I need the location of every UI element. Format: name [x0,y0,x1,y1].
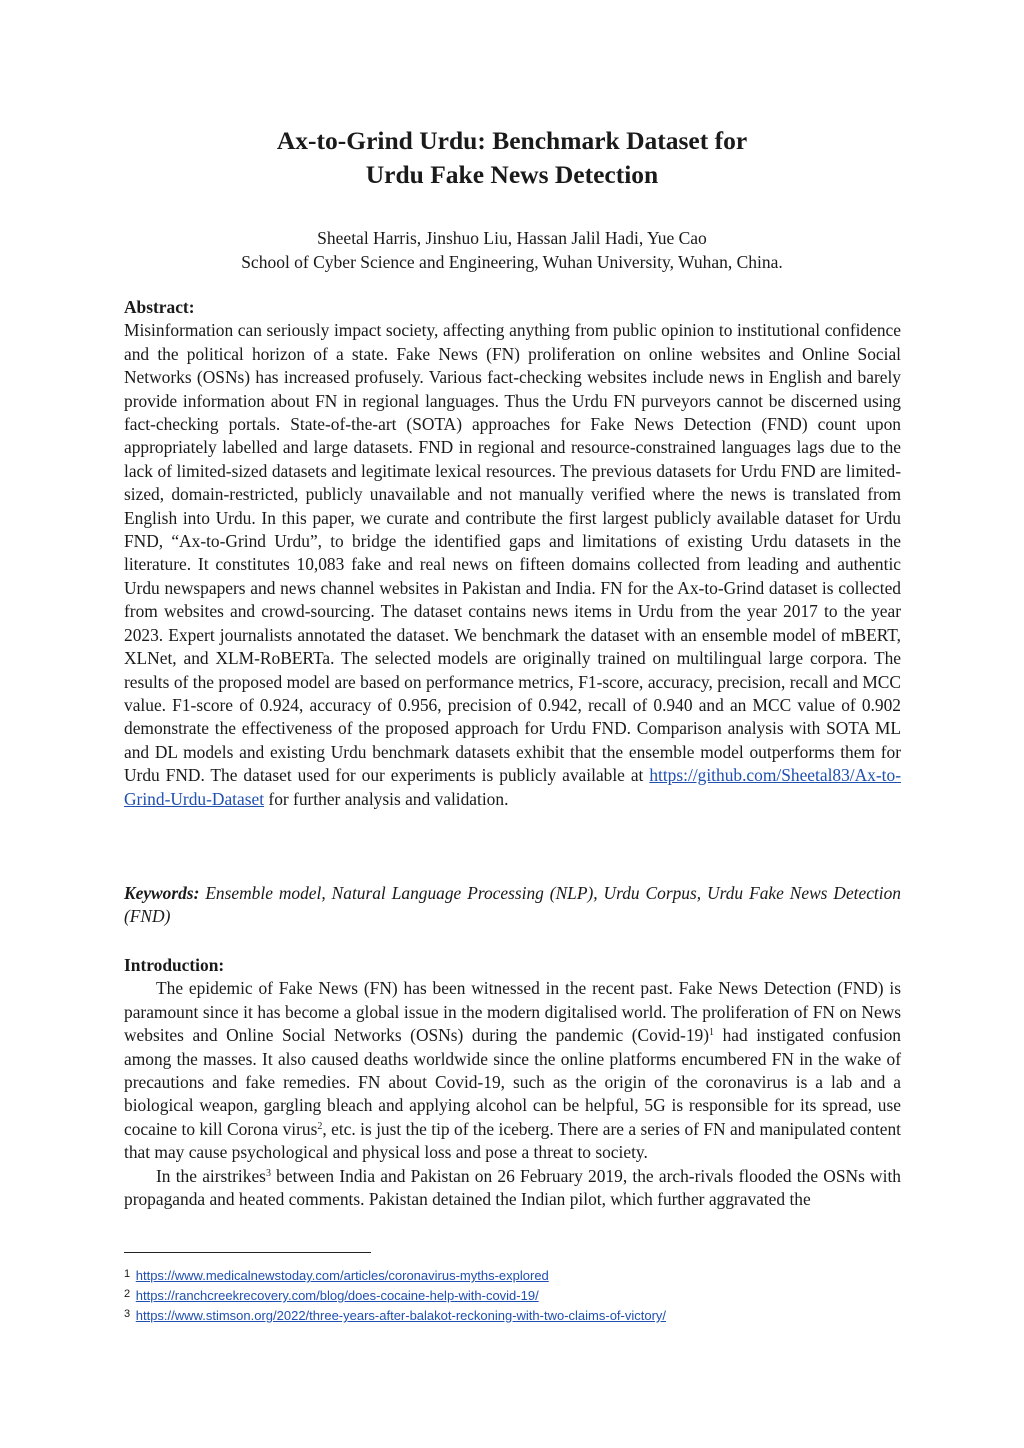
title-line-1: Ax-to-Grind Urdu: Benchmark Dataset for [276,126,748,155]
author-block [0,226,1024,274]
footnote-2 [124,1285,944,1305]
introduction-heading: Introduction: [124,955,225,975]
abstract-heading: Abstract: [124,297,195,317]
dataset-link[interactable]: https://github.com/Sheetal83/Ax-to-Grind-Urdu-Dataset [124,765,901,809]
intro-p1-part-c: , etc. is just the tip of the iceberg. There are a series of FN and manipulated content that may cause psychological and physical loss and pose a threat to society. [124,1118,901,1163]
footnote-link[interactable]: https://www.stimson.org/2022/three-years-after-balakot-reckoning-with-two-claims-of-victory/ [135,1308,667,1323]
footnote-number: 1 [124,1268,131,1280]
keywords-label: Keywords: [124,883,200,903]
footnote-link[interactable]: https://ranchcreekrecovery.com/blog/does-cocaine-help-with-covid-19/ [135,1288,539,1303]
abstract-body-end: for further analysis and validation. [268,788,509,809]
keywords-text: Ensemble model, Natural Language Processing (NLP), Urdu Corpus, Urdu Fake News Detection (FND) [124,883,901,927]
abstract-text [124,319,901,811]
footnote-ref-1[interactable]: 1 [709,1027,715,1039]
intro-paragraph-2 [124,1165,901,1212]
footnote-3 [124,1305,944,1325]
keywords-section [124,882,901,929]
footnote-1 [124,1265,944,1285]
author-names: Sheetal Harris, Jinshuo Liu, Hassan Jalil Hadi, Yue Cao [317,228,707,248]
footnote-ref-3[interactable]: 3 [265,1167,271,1179]
intro-p2-part-b: between India and Pakistan on 26 February 2019, the arch-rivals flooded the OSNs with propaganda and heated comments. Pakistan detained the Indian pilot, which further aggravated the [124,1165,901,1210]
footnote-link[interactable]: https://www.medicalnewstoday.com/articles/coronavirus-myths-explored [135,1268,549,1283]
footnote-divider [124,1252,371,1253]
paper-title [0,124,1024,192]
intro-p1-part-a: The epidemic of Fake News (FN) has been witnessed in the recent past. Fake News Detection (FND) is paramount since it has become a global issue in the modern digitalised world. The proliferation of FN on News websites and Online Social Networks (OSNs) during the pandemic (Covid-19) [124,978,901,1046]
intro-p1-part-b: had instigated confusion among the masses. It also caused deaths worldwide since the online platforms encumbered FN in the wake of precautions and fake remedies. FN about Covid-19, such as the origin of the coronavirus is a lab and a biological weapon, gargling bleach and applying alcohol can be helpful, 5G is responsible for its spread, use cocaine to kill Corona virus [124,1025,901,1139]
author-affiliation: School of Cyber Science and Engineering, Wuhan University, Wuhan, China. [241,252,783,272]
footnote-ref-2[interactable]: 2 [317,1120,323,1132]
introduction-section [124,954,901,1211]
footnotes [124,1265,944,1325]
footnote-number: 3 [124,1308,131,1320]
abstract-body: Misinformation can seriously impact society, affecting anything from public opinion to institutional confidence and the political horizon of a state. Fake News (FN) proliferation on online websites and Online Social Networks (OSNs) has increased profusely. Various fact-checking websites include news in English and barely provide information about FN in regional languages. Thus the Urdu FN purveyors cannot be discerned using fact-checking portals. State-of-the-art (SOTA) approaches for Fake News Detection (FND) count upon appropriately labelled and large datasets. FND in regional and resource-constrained languages lags due to the lack of limited-sized datasets and legitimate lexical resources. The previous datasets for Urdu FND are limited-sized, domain-restricted, publicly unavailable and not manually verified where the news is translated from English into Urdu. In this paper, we curate and contribute the first largest publicly available dataset for Urdu FND, “Ax-to-Grind Urdu”, to bridge the identified gaps and limitations of existing Urdu datasets in the literature. It constitutes 10,083 fake and real news on fifteen domains collected from leading and authentic Urdu newspapers and news channel websites in Pakistan and India. FN for the Ax-to-Grind dataset is collected from websites and crowd-sourcing. The dataset contains news items in Urdu from the year 2017 to the year 2023. Expert journalists annotated the dataset. We benchmark the dataset with an ensemble model of mBERT, XLNet, and XLM-RoBERTa. The selected models are originally trained on multilingual large corpora. The results of the proposed model are based on performance metrics, F1-score, accuracy, precision, recall and MCC value. F1-score of 0.924, accuracy of 0.956, precision of 0.942, recall of 0.940 and an MCC value of 0.902 demonstrate the effectiveness of the proposed approach for Urdu FND. Comparison analysis with SOTA ML and DL models and existing Urdu benchmark datasets exhibit that the ensemble model outperforms them for Urdu FND. The dataset used for our experiments is publicly available at [124,320,901,786]
title-line-2: Urdu Fake News Detection [365,160,659,189]
intro-paragraph-1 [124,977,901,1164]
footnote-number: 2 [124,1288,131,1300]
intro-p2-part-a: In the airstrikes [156,1165,266,1186]
abstract-section [124,296,901,811]
